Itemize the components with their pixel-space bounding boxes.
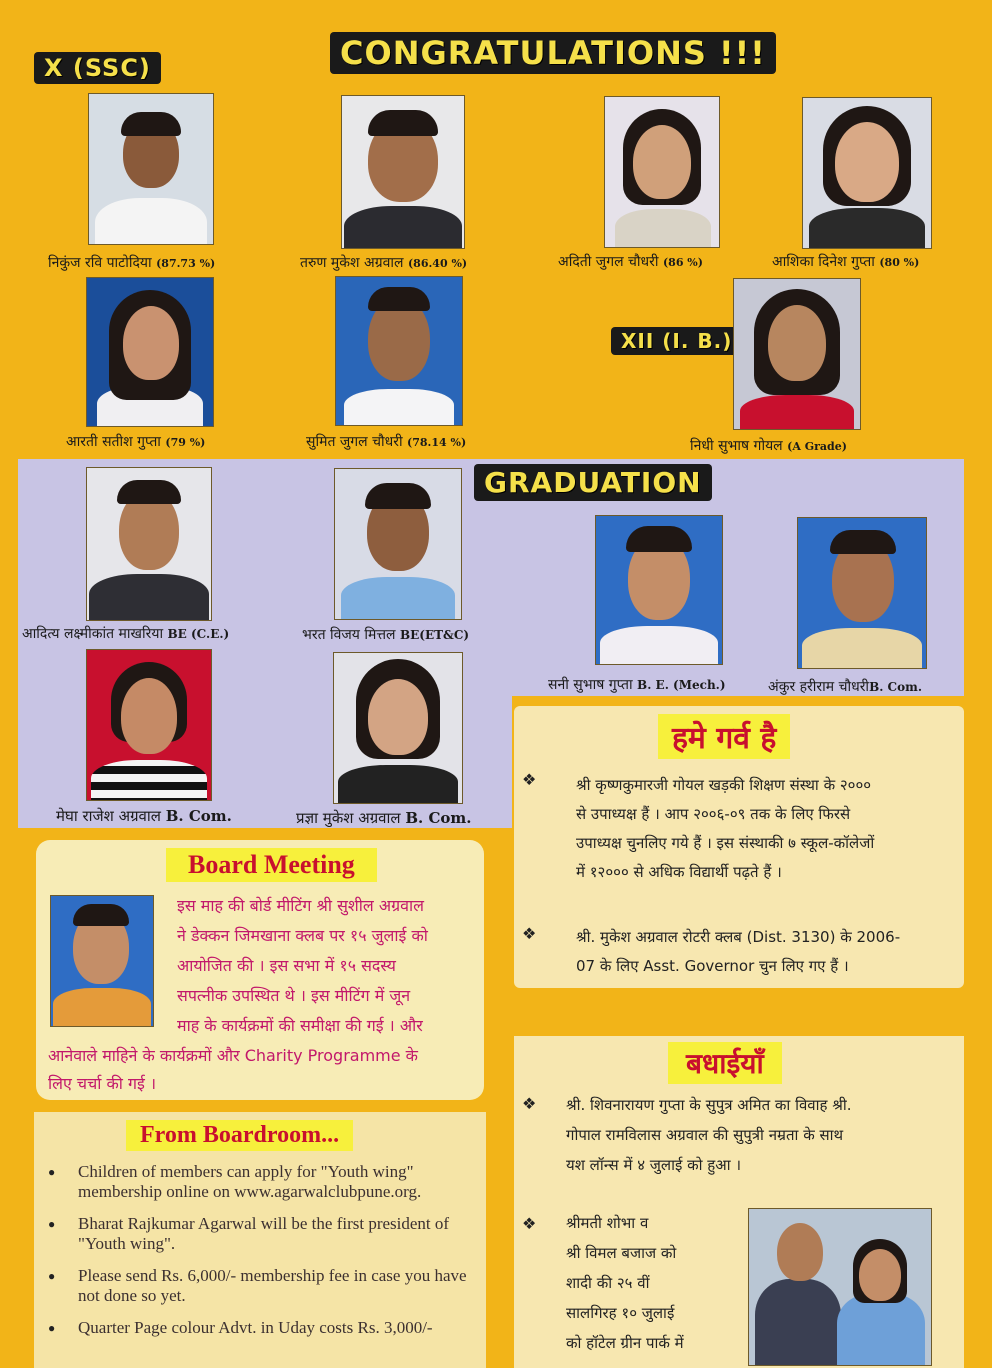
- board-meeting-line1: इस माह की बोर्ड मीटिंग श्री सुशील अग्रवाल: [177, 896, 424, 915]
- board-meeting-line3: आयोजित की । इस सभा में १५ सदस्य: [177, 956, 396, 975]
- photo-aditya: [86, 467, 212, 621]
- photo-tarun: [341, 95, 465, 249]
- star-bullet-icon: ❖: [522, 1094, 537, 1113]
- caption-aarti: आरती सतीश गुप्ता (79 %): [66, 434, 206, 450]
- badhaiyan-item1-line3: यश लॉन्स में ४ जुलाई को हुआ ।: [566, 1156, 742, 1174]
- photo-megha: [86, 649, 212, 801]
- photo-nikunj: [88, 93, 214, 245]
- proud-item2-line1: श्री. मुकेश अग्रवाल रोटरी क्लब (Dist. 3130) के 2006-: [576, 928, 901, 946]
- photo-sunny: [595, 515, 723, 665]
- boardroom-item: ● Bharat Rajkumar Agarwal will be the first president of "Youth wing".: [36, 1214, 482, 1254]
- caption-ankur: अंकुर हरीराम चौधरीB. Com.: [768, 679, 922, 695]
- caption-sumit: सुमित जुगल चौधरी (78.14 %): [306, 434, 467, 450]
- badhaiyan-item2-line2: श्री विमल बजाज को: [566, 1244, 677, 1262]
- badhaiyan-item1-line1: श्री. शिवनारायण गुप्ता के सुपुत्र अमित का विवाह श्री.: [566, 1096, 852, 1114]
- caption-bharat: भरत विजय मित्तल BE(ET&C): [302, 627, 470, 643]
- badhaiyan-title: बधाईयाँ: [668, 1042, 782, 1084]
- photo-aarti: [86, 277, 214, 427]
- star-bullet-icon: ❖: [522, 924, 537, 943]
- boardroom-title: From Boardroom...: [126, 1120, 353, 1151]
- badhaiyan-item2-line1: श्रीमती शोभा व: [566, 1214, 649, 1232]
- caption-sunny: सनी सुभाष गुप्ता B. E. (Mech.): [548, 677, 726, 693]
- proud-title: हमे गर्व है: [658, 714, 790, 759]
- photo-pragya: [333, 652, 463, 804]
- caption-ashika: आशिका दिनेश गुप्ता (80 %): [772, 254, 920, 270]
- photo-aditi: [604, 96, 720, 248]
- congratulations-heading: CONGRATULATIONS !!!: [330, 32, 776, 74]
- photo-sumit: [335, 276, 463, 426]
- star-bullet-icon: ❖: [522, 1214, 537, 1233]
- board-meeting-line4: सपत्नीक उपस्थित थे । इस मीटिंग में जून: [177, 986, 411, 1005]
- proud-item1-line4: में १२००० से अधिक विद्यार्थी पढ़ते हैं ।: [576, 863, 782, 881]
- proud-item2-line2: 07 के लिए Asst. Governor चुन लिए गए हैं ।: [576, 957, 849, 975]
- board-meeting-line6: आनेवाले माहिने के कार्यक्रमों और Charity Programme के: [48, 1046, 418, 1065]
- badhaiyan-item1-line2: गोपाल रामविलास अग्रवाल की सुपुत्री नम्रता के साथ: [566, 1126, 844, 1144]
- proud-item1-line1: श्री कृष्णकुमारजी गोयल खड़की शिक्षण संस्था के २०००: [576, 776, 872, 794]
- proud-item1-line3: उपाध्यक्ष चुनलिए गये हैं । इस संस्थाकी ७ स्कूल-कॉलेजों: [576, 834, 875, 852]
- caption-megha: मेघा राजेश अग्रवाल B. Com.: [56, 807, 232, 825]
- caption-aditi: अदिती जुगल चौधरी (86 %): [558, 254, 703, 270]
- board-meeting-line5: माह के कार्यक्रमों की समीक्षा की गई । और: [177, 1016, 423, 1035]
- badhaiyan-item2-line5: को हॉटेल ग्रीन पार्क में: [566, 1334, 684, 1352]
- caption-nikunj: निकुंज रवि पाटोदिया (87.73 %): [48, 255, 216, 271]
- photo-ashika: [802, 97, 932, 249]
- board-meeting-title: Board Meeting: [166, 848, 377, 882]
- photo-bharat: [334, 468, 462, 620]
- proud-item1-line2: से उपाध्यक्ष हैं । आप २००६-०९ तक के लिए फिरसे: [576, 805, 851, 823]
- board-meeting-line7: लिए चर्चा की गई ।: [48, 1074, 157, 1093]
- photo-ankur: [797, 517, 927, 669]
- board-meeting-line2: ने डेक्कन जिमखाना क्लब पर १५ जुलाई को: [177, 926, 428, 945]
- caption-aditya: आदित्य लक्ष्मीकांत माखरिया BE (C.E.): [22, 626, 230, 642]
- badhaiyan-item2-line3: शादी की २५ वीं: [566, 1274, 650, 1292]
- boardroom-item: ● Quarter Page colour Advt. in Uday costs Rs. 3,000/-: [36, 1318, 482, 1338]
- ssc-heading: X (SSC): [34, 52, 161, 84]
- boardroom-item: ● Children of members can apply for "Youth wing" membership online on www.agarwalclubpune.org.: [36, 1162, 482, 1202]
- graduation-heading: GRADUATION: [474, 464, 712, 501]
- caption-pragya: प्रज्ञा मुकेश अग्रवाल B. Com.: [296, 809, 472, 827]
- badhaiyan-item2-line4: सालगिरह १० जुलाई: [566, 1304, 675, 1322]
- caption-nidhi: निधी सुभाष गोयल (A Grade): [690, 438, 847, 454]
- caption-tarun: तरुण मुकेश अग्रवाल (86.40 %): [300, 255, 468, 271]
- photo-sushil: [50, 895, 154, 1027]
- photo-bajaj-couple: [748, 1208, 932, 1366]
- photo-nidhi: [733, 278, 861, 430]
- boardroom-item: ● Please send Rs. 6,000/- membership fee in case you have not done so yet.: [36, 1266, 482, 1306]
- ib-heading: XII (I. B.): [611, 327, 742, 355]
- star-bullet-icon: ❖: [522, 770, 537, 789]
- boardroom-list: [36, 1162, 482, 1350]
